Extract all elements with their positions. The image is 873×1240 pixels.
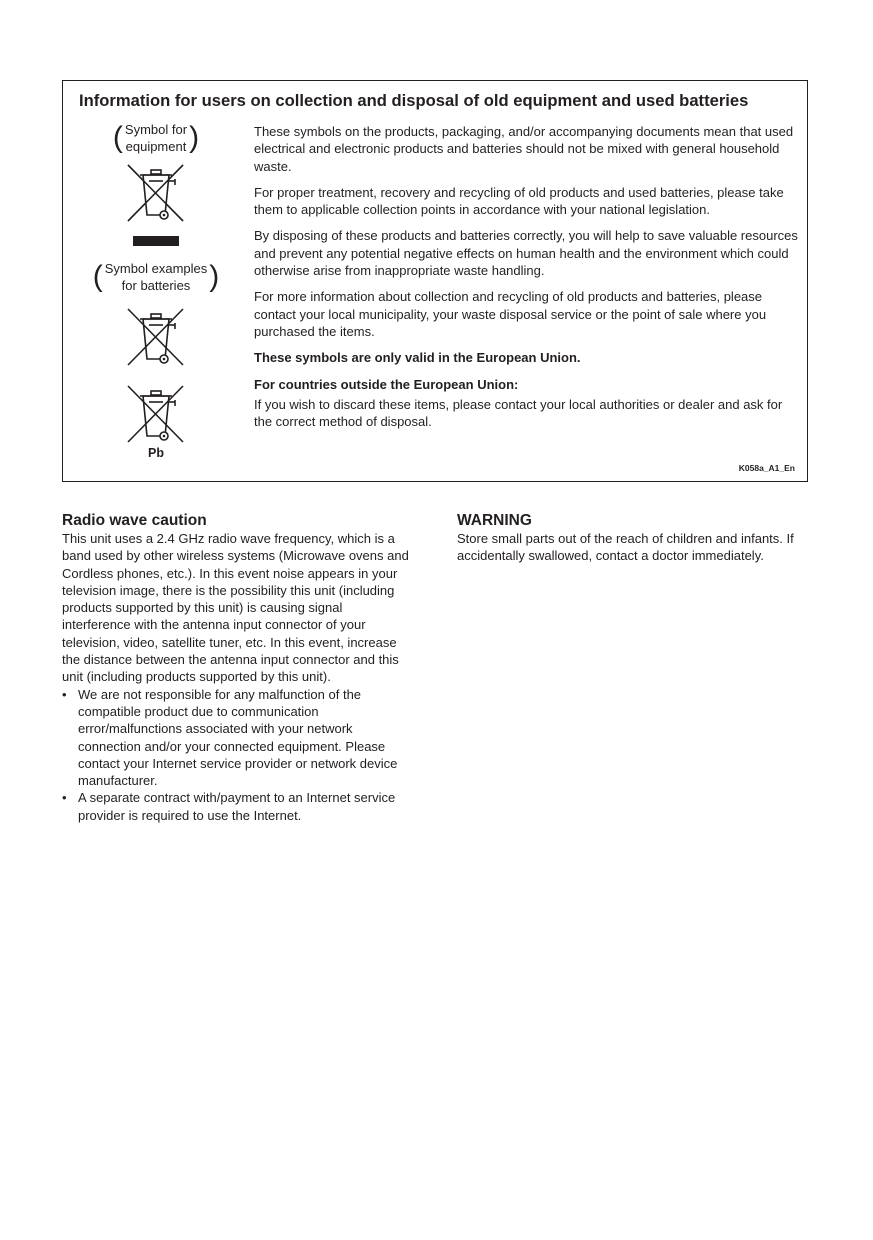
crossed-out-bin-battery-pb-icon: [125, 384, 187, 446]
radio-caution-bullets: [62, 686, 412, 824]
radio-caution-section: [62, 512, 412, 824]
list-item: • A separate contract with/payment to an Internet service provider is required to use the Internet.: [62, 790, 396, 823]
disposal-paragraph: For more information about collection and recycling of old products and batteries, please contact your local municipality, your waste disposal service or the point of sale where you purchased the items.: [254, 289, 767, 339]
symbol-column: [73, 121, 239, 471]
symbol-equipment-label: ( Symbol for equipment ): [112, 121, 200, 154]
warning-section: [457, 512, 807, 565]
disposal-info-box: [62, 80, 808, 482]
radio-caution-body: This unit uses a 2.4 GHz radio wave frequency, which is a band used by other wireless systems (Microwave ovens and Cordless phones, etc.). In this event noise appears in your television image, there is the possibility this unit (including products supported by this unit) is causing signal interference with the antenna input connector of your television, video, satellite tuner, etc. In this event, increase the distance between the antenna input connector and this unit (including products supported by this unit).: [62, 531, 409, 685]
outside-eu-heading: For countries outside the European Union:: [254, 376, 519, 392]
radio-caution-heading: Radio wave caution: [62, 512, 207, 529]
crossed-out-bin-equipment-icon: [125, 163, 187, 225]
eu-only-note: These symbols are only valid in the European Union.: [254, 350, 581, 366]
disposal-paragraph: By disposing of these products and batteries correctly, you will help to save valuable resources and prevent any potential negative effects on human health and the environment which could otherwise arise from inappropriate waste handling.: [254, 228, 798, 279]
pb-label: Pb: [148, 446, 164, 460]
crossed-out-bin-battery-icon: [125, 307, 187, 369]
equipment-bar-mark: [133, 236, 179, 246]
disposal-text-column: [254, 123, 799, 439]
outside-eu-text: If you wish to discard these items, please contact your local authorities or dealer and ask for the correct method of disposal.: [254, 396, 783, 430]
warning-heading: WARNING: [457, 512, 532, 529]
list-item: • We are not responsible for any malfunction of the compatible product due to communication error/malfunctions associated with your network connection and/or your connected equipment. Please contact your Internet service provider or network device manufacturer.: [62, 686, 398, 789]
disposal-info-title: Information for users on collection and disposal of old equipment and used batteries: [79, 91, 749, 110]
disposal-paragraph: These symbols on the products, packaging, and/or accompanying documents mean that used electrical and electronic products and batteries should not be mixed with general household waste.: [254, 124, 794, 174]
symbol-batteries-label: ( Symbol examples for batteries ): [92, 260, 220, 293]
document-code: K058a_A1_En: [738, 463, 795, 473]
warning-body: Store small parts out of the reach of children and infants. If accidentally swallowed, contact a doctor immediately.: [457, 531, 794, 564]
disposal-paragraph: For proper treatment, recovery and recycling of old products and used batteries, please take them to applicable collection points in accordance with your national legislation.: [254, 184, 784, 218]
